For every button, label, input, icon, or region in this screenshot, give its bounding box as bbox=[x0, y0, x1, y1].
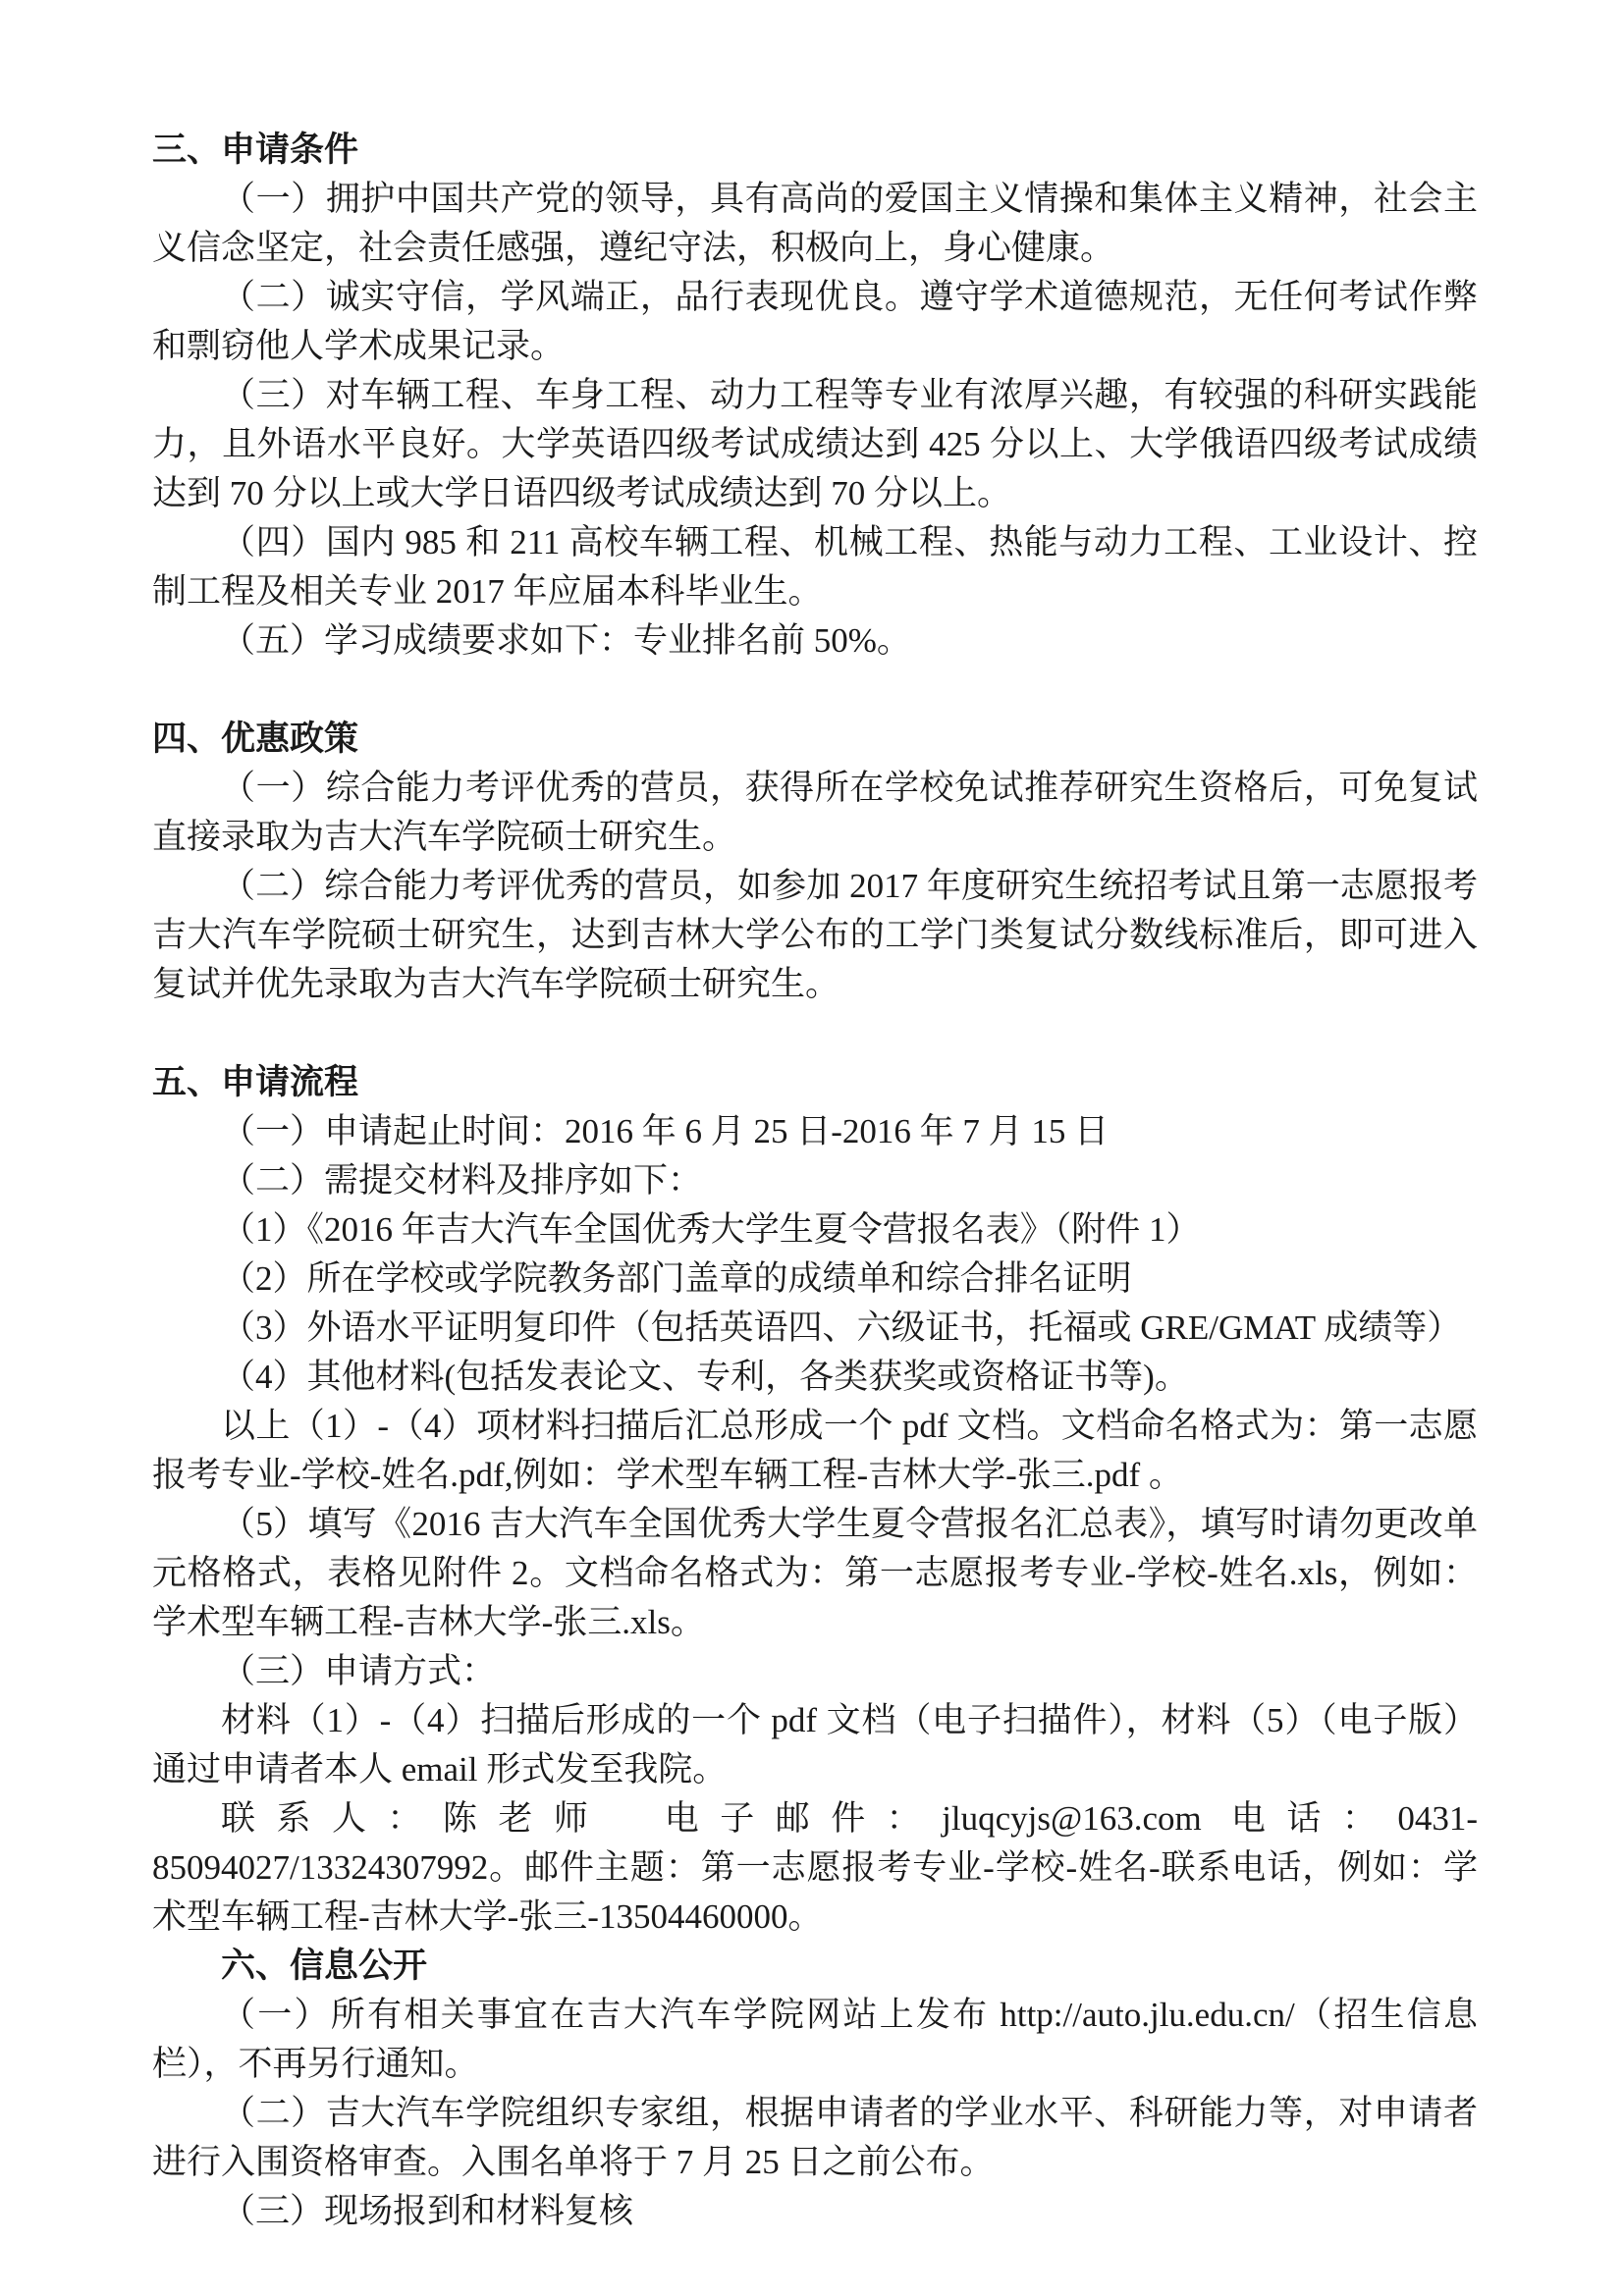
material-item-4: （4）其他材料(包括发表论文、专利，各类获奖或资格证书等)。 bbox=[221, 1358, 1189, 1396]
section-application-procedure bbox=[152, 1058, 1478, 1942]
section-information-disclosure bbox=[152, 1942, 1478, 2236]
section-application-conditions bbox=[152, 126, 1478, 666]
condition-item-4: （四）国内 985 和 211 高校车辆工程、机械工程、热能与动力工程、工业设计、控制工程及相关专业 2017 年应届本科毕业生。 bbox=[152, 523, 1478, 611]
section-preferential-policy bbox=[152, 715, 1478, 1009]
section-heading-policy: 四、优惠政策 bbox=[152, 720, 359, 758]
material-pdf-naming-note: 以上（1）-（4）项材料扫描后汇总形成一个 pdf 文档。文档命名格式为：第一志愿报考专业-学校-姓名.pdf,例如：学术型车辆工程-吉林大学-张三.pdf 。 bbox=[152, 1407, 1478, 1494]
condition-item-3: （三）对车辆工程、车身工程、动力工程等专业有浓厚兴趣，有较强的科研实践能力，且外语水平良好。大学英语四级考试成绩达到 425 分以上、大学俄语四级考试成绩达到 70 分以上或大学日语四级考试成绩达到 70 分以上。 bbox=[152, 376, 1478, 512]
section-heading-disclosure: 六、信息公开 bbox=[221, 1947, 428, 1985]
apply-method-detail: 材料（1）-（4）扫描后形成的一个 pdf 文档（电子扫描件），材料（5）（电子版）通过申请者本人 email 形式发至我院。 bbox=[152, 1701, 1478, 1789]
section-heading-procedure: 五、申请流程 bbox=[152, 1063, 359, 1101]
material-item-1: （1）《2016 年吉大汽车全国优秀大学生夏令营报名表》（附件 1） bbox=[221, 1210, 1201, 1249]
material-item-5: （5）填写《2016 吉大汽车全国优秀大学生夏令营报名汇总表》，填写时请勿更改单元格格式，表格见附件 2。文档命名格式为：第一志愿报考专业-学校-姓名.xls，例如：学术型车辆工程-吉林大学-张三.xls。 bbox=[152, 1505, 1478, 1641]
disclosure-item-1: （一）所有相关事宜在吉大汽车学院网站上发布 http://auto.jlu.edu.cn/（招生信息栏），不再另行通知。 bbox=[152, 1996, 1478, 2083]
material-item-2: （2）所在学校或学院教务部门盖章的成绩单和综合排名证明 bbox=[221, 1259, 1132, 1298]
material-item-3: （3）外语水平证明复印件（包括英语四、六级证书，托福或 GRE/GMAT 成绩等） bbox=[221, 1308, 1462, 1347]
condition-item-5: （五）学习成绩要求如下：专业排名前 50%。 bbox=[221, 621, 911, 660]
condition-item-1: （一）拥护中国共产党的领导，具有高尚的爱国主义情操和集体主义精神，社会主义信念坚定，社会责任感强，遵纪守法，积极向上，身心健康。 bbox=[152, 180, 1478, 267]
contact-info: 联系人：陈老师 电子邮件：jluqcyjs@163.com 电话：0431-85094027/13324307992。邮件主题：第一志愿报考专业-学校-姓名-联系电话，例如：学术型车辆工程-吉林大学-张三-13504460000。 bbox=[152, 1799, 1478, 1936]
disclosure-item-3: （三）现场报到和材料复核 bbox=[221, 2192, 634, 2230]
policy-item-1: （一）综合能力考评优秀的营员，获得所在学校免试推荐研究生资格后，可免复试直接录取为吉大汽车学院硕士研究生。 bbox=[152, 769, 1478, 856]
policy-item-2: （二）综合能力考评优秀的营员，如参加 2017 年度研究生统招考试且第一志愿报考吉大汽车学院硕士研究生，达到吉林大学公布的工学门类复试分数线标准后，即可进入复试并优先录取为吉大汽车学院硕士研究生。 bbox=[152, 867, 1478, 1003]
procedure-item-materials-intro: （二）需提交材料及排序如下： bbox=[221, 1161, 703, 1200]
condition-item-2: （二）诚实守信，学风端正，品行表现优良。遵守学术道德规范，无任何考试作弊和剽窃他人学术成果记录。 bbox=[152, 278, 1478, 365]
section-heading-conditions: 三、申请条件 bbox=[152, 131, 359, 169]
procedure-item-apply-method: （三）申请方式： bbox=[221, 1652, 497, 1690]
procedure-item-dates: （一）申请起止时间：2016 年 6 月 25 日-2016 年 7 月 15 日 bbox=[221, 1112, 1110, 1150]
disclosure-item-2: （二）吉大汽车学院组织专家组，根据申请者的学业水平、科研能力等，对申请者进行入围资格审查。入围名单将于 7 月 25 日之前公布。 bbox=[152, 2094, 1478, 2181]
